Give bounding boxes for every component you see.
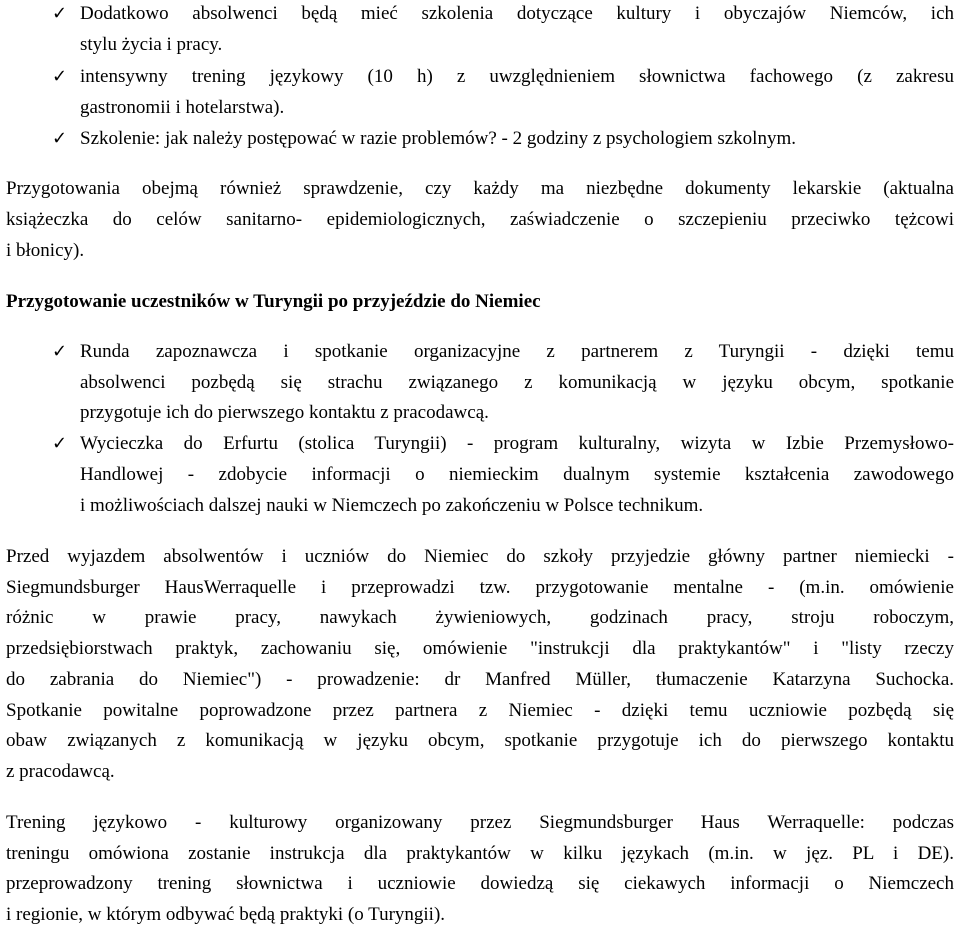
check-mark-icon: ✓ [52,66,68,87]
list-item-line: przygotuje ich do pierwszego kontaktu z pracodawcą. [80,402,489,423]
check-mark-icon: ✓ [52,3,68,24]
paragraph-line: Siegmundsburger HausWerraquelle i przeprowadzi tzw. przygotowanie mentalne - (m.in. omówienie [6,577,954,598]
check-mark-icon: ✓ [52,433,68,454]
paragraph-line: książeczka do celów sanitarno- epidemiologicznych, zaświadczenie o szczepieniu przeciwko tężcowi [6,209,954,230]
paragraph-line: przeprowadzony trening słownictwa i uczniowie dowiedzą się ciekawych informacji o Niemczech [6,873,954,894]
section-heading: Przygotowanie uczestników w Turyngii po przyjeździe do Niemiec [6,291,541,312]
paragraph-line: różnic w prawie pracy, nawykach żywieniowych, godzinach pracy, stroju roboczym, [6,607,954,628]
paragraph-line: z pracodawcą. [6,761,115,782]
paragraph-line: Przed wyjazdem absolwentów i uczniów do Niemiec do szkoły przyjedzie główny partner niemiecki - [6,546,954,567]
paragraph-line: i regionie, w którym odbywać będą praktyki (o Turyngii). [6,904,446,925]
paragraph-line: do zabrania do Niemiec") - prowadzenie: dr Manfred Müller, tłumaczenie Katarzyna Suchocka. [6,669,954,690]
paragraph-line: i błonicy). [6,240,85,261]
list-item-line: Dodatkowo absolwenci będą mieć szkolenia dotyczące kultury i obyczajów Niemców, ich [80,3,954,24]
paragraph-line: Trening językowo - kulturowy organizowany przez Siegmundsburger Haus Werraquelle: podczas [6,812,954,833]
list-item-line: stylu życia i pracy. [80,34,223,55]
check-mark-icon: ✓ [52,341,68,362]
list-item-line: absolwenci pozbędą się strachu związanego z komunikacją w języku obcym, spotkanie [80,372,954,393]
list-item-line: Wycieczka do Erfurtu (stolica Turyngii) - program kulturalny, wizyta w Izbie Przemysłowo- [80,433,954,454]
list-item-line: intensywny trening językowy (10 h) z uwzględnieniem słownictwa fachowego (z zakresu [80,66,954,87]
list-item-line: Runda zapoznawcza i spotkanie organizacyjne z partnerem z Turyngii - dzięki temu [80,341,954,362]
paragraph-line: treningu omówiona zostanie instrukcja dla praktykantów w kilku językach (m.in. w jęz. PL i DE). [6,843,954,864]
check-mark-icon: ✓ [52,128,68,149]
list-item-line: i możliwościach dalszej nauki w Niemczech po zakończeniu w Polsce technikum. [80,495,704,516]
paragraph-line: Spotkanie powitalne poprowadzone przez partnera z Niemiec - dzięki temu uczniowie pozbędą się [6,700,954,721]
list-item-line: gastronomii i hotelarstwa). [80,97,285,118]
list-item-line: Handlowej - zdobycie informacji o niemieckim dualnym systemie kształcenia zawodowego [80,464,954,485]
paragraph-line: przedsiębiorstwach praktyk, zachowaniu się, omówienie "instrukcji dla praktykantów" i "listy rzeczy [6,638,954,659]
list-item-line: Szkolenie: jak należy postępować w razie problemów? - 2 godziny z psychologiem szkolnym. [80,128,796,149]
paragraph-line: Przygotowania obejmą również sprawdzenie, czy każdy ma niezbędne dokumenty lekarskie (aktualna [6,178,954,199]
paragraph-line: obaw związanych z komunikacją w języku obcym, spotkanie przygotuje ich do pierwszego kontaktu [6,730,954,751]
